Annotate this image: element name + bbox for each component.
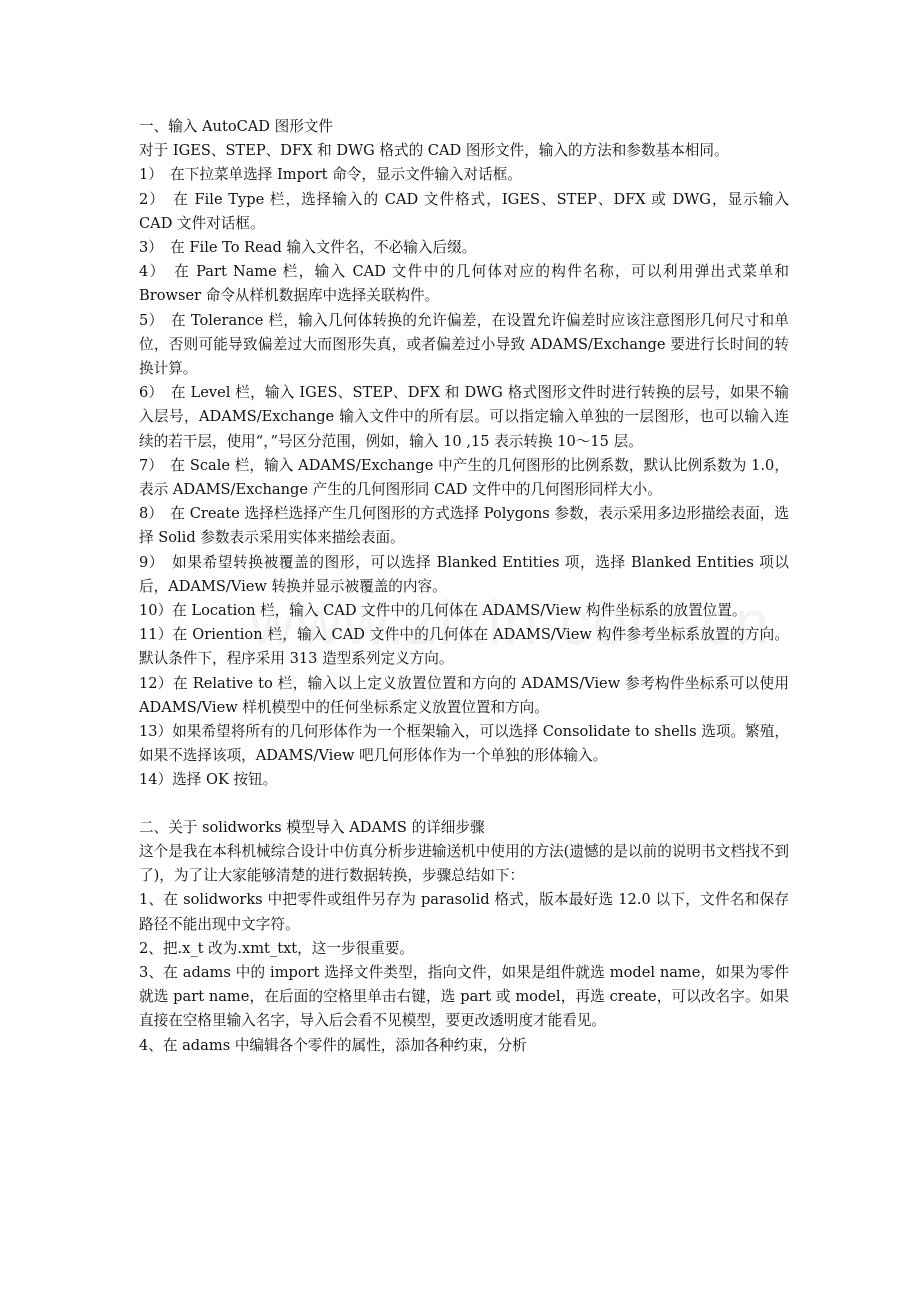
paragraph: 1） 在下拉菜单选择 Import 命令，显示文件输入对话框。 (139, 166, 522, 184)
paragraph: 2） 在 File Type 栏，选择输入的 CAD 文件格式，IGES、STEP、DFX 或 DWG，显示输入 CAD 文件对话框。 (139, 190, 789, 232)
paragraph: 6） 在 Level 栏，输入 IGES、STEP、DFX 和 DWG 格式图形文件时进行转换的层号，如果不输入层号，ADAMS/Exchange 输入文件中的所有层。可以指定输入单独的一层图形，也可以输入连续的若干层，使用“，”号区分范围，例如，输入 10 ,15 表示转换 10～15 层。 (139, 384, 789, 450)
paragraph: 11）在 Oriention 栏，输入 CAD 文件中的几何体在 ADAMS/View 构件参考坐标系放置的方向。默认条件下，程序采用 313 造型系列定义方向。 (139, 626, 789, 668)
paragraph: 这个是我在本科机械综合设计中仿真分析步进输送机中使用的方法(遗憾的是以前的说明书文档找不到了)，为了让大家能够清楚的进行数据转换，步骤总结如下： (139, 842, 789, 885)
section-autocad-import (139, 115, 789, 793)
section-heading: 一、输入 AutoCAD 图形文件 (139, 118, 334, 135)
paragraph: 12）在 Relative to 栏，输入以上定义放置位置和方向的 ADAMS/View 参考构件坐标系可以使用 ADAMS/View 样机模型中的任何坐标系定义放置位置和方向。 (139, 674, 789, 716)
paragraph: 3、在 adams 中的 import 选择文件类型，指向文件，如果是组件就选 model name，如果为零件就选 part name，在后面的空格里单击右键，选 part 或 model，再选 create，可以改名字。如果直接在空格里输入名字，导入后会看不见模型，要更改透明度才能看见。 (139, 963, 789, 1030)
paragraph: 10）在 Location 栏，输入 CAD 文件中的几何体在 ADAMS/View 构件坐标系的放置位置。 (139, 602, 747, 620)
paragraph: 1、在 solidworks 中把零件或组件另存为 parasolid 格式，版本最好选 12.0 以下，文件名和保存路径不能出现中文字符。 (139, 891, 789, 933)
paragraph: 14）选择 OK 按钮。 (139, 771, 278, 789)
paragraph: 7） 在 Scale 栏，输入 ADAMS/Exchange 中产生的几何图形的比例系数，默认比例系数为 1.0，表示 ADAMS/Exchange 产生的几何图形同 CAD 文件中的几何图形同样大小。 (139, 456, 789, 499)
document-body (139, 115, 789, 1058)
paragraph: 2、把.x_t 改为.xmt_txt，这一步很重要。 (139, 939, 414, 957)
paragraph: 13）如果希望将所有的几何形体作为一个框架输入，可以选择 Consolidate to shells 选项。繁殖，如果不选择该项，ADAMS/View 吧几何形体作为一个单独的形体输入。 (139, 723, 789, 765)
paragraph: 3） 在 File To Read 输入文件名，不必输入后缀。 (139, 239, 477, 257)
paragraph: 5） 在 Tolerance 栏，输入几何体转换的允许偏差，在设置允许偏差时应该注意图形几何尺寸和单位，否则可能导致偏差过大而图形失真，或者偏差过小导致 ADAMS/Exchange 要进行长时间的转换计算。 (139, 311, 789, 378)
section-heading: 二、关于 solidworks 模型导入 ADAMS 的详细步骤 (139, 818, 485, 836)
paragraph: 4） 在 Part Name 栏，输入 CAD 文件中的几何体对应的构件名称，可以利用弹出式菜单和 Browser 命令从样机数据库中选择关联构件。 (139, 263, 789, 305)
paragraph: 9） 如果希望转换被覆盖的图形，可以选择 Blanked Entities 项，选择 Blanked Entities 项以后，ADAMS/View 转换并显示被覆盖的内容。 (139, 553, 789, 595)
paragraph: 4、在 adams 中编辑各个零件的属性，添加各种约束，分析 (139, 1036, 527, 1054)
section-solidworks-to-adams (139, 816, 789, 1058)
paragraph: 对于 IGES、STEP、DFX 和 DWG 格式的 CAD 图形文件，输入的方法和参数基本相同。 (139, 142, 729, 160)
paragraph: 8） 在 Create 选择栏选择产生几何图形的方式选择 Polygons 参数，表示采用多边形描绘表面，选择 Solid 参数表示采用实体来描绘表面。 (139, 505, 789, 547)
